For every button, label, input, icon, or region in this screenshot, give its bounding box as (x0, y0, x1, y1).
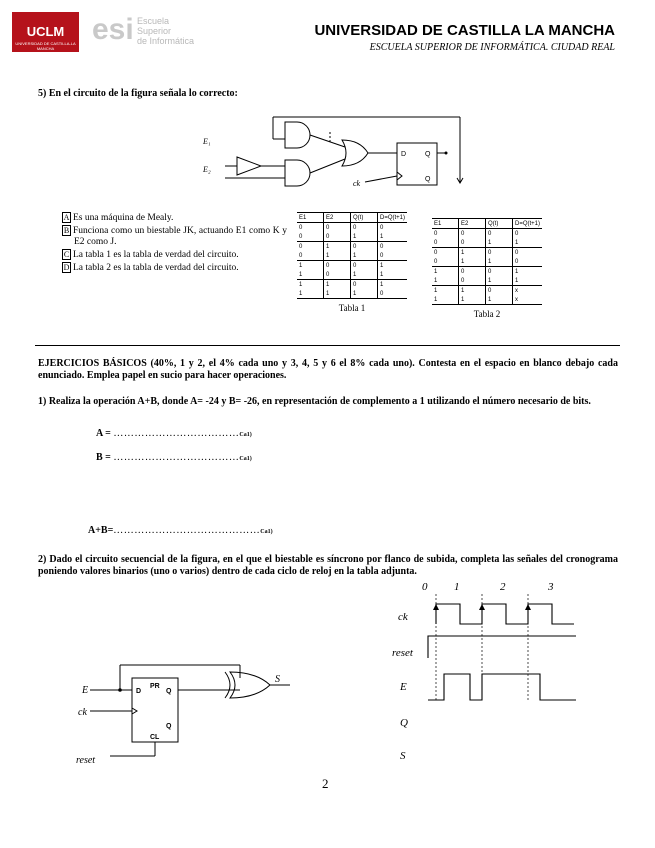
ff-cl-pin: CL (150, 734, 160, 741)
table2-cell: 0 (459, 238, 486, 248)
table2-cell: 0 (459, 276, 486, 286)
ff-q-pin: Q (166, 688, 172, 695)
table1-cell: 1 (351, 270, 378, 280)
flip-flop-box (397, 143, 437, 185)
table2-cell: 1 (459, 257, 486, 267)
table2-cell: 1 (486, 276, 513, 286)
table2-cell: 0 (486, 248, 513, 258)
table2-row (432, 267, 542, 277)
ff-d-label: D (401, 151, 407, 158)
table1-cell: 1 (297, 261, 324, 271)
table1-row (297, 242, 407, 252)
output-s-label: S (275, 674, 280, 685)
signal-reset-label: reset (392, 647, 413, 659)
table1-cell: 0 (351, 280, 378, 290)
table1-cell: 1 (324, 242, 351, 252)
table1-header-cell: E1 (297, 213, 324, 223)
table1-cell: 1 (378, 261, 408, 271)
option-a[interactable]: A Es una máquina de Mealy. (63, 213, 174, 223)
table2-header-row (432, 219, 542, 229)
table2-cell: 0 (486, 286, 513, 296)
table2-header-cell: Q(t) (486, 219, 513, 229)
table2-cell: 1 (432, 295, 459, 305)
or-gate (342, 140, 368, 166)
table1-cell: 1 (324, 289, 351, 299)
table1-cell: 0 (378, 289, 408, 299)
table2-row (432, 295, 542, 305)
table-1-caption: Tabla 1 (338, 303, 366, 313)
table2-cell: 1 (459, 295, 486, 305)
ff-qbar-label: Q (425, 176, 431, 183)
table2-cell: 0 (486, 267, 513, 277)
table1-row (297, 261, 407, 271)
table2-row (432, 238, 542, 248)
ejercicios-heading: EJERCICIOS BÁSICOS (40%, 1 y 2, el 4% cada uno y 3, 4, 5 y 6 el 8% cada uno). Contesta en el espacio en blanco debajo cada enunciado. Emplea papel en sucio para hacer operaciones. (38, 358, 618, 381)
table1-cell: 0 (351, 223, 378, 233)
label-e2: E₂ (203, 165, 211, 174)
table2-cell: 0 (486, 229, 513, 239)
table1-cell: 1 (297, 289, 324, 299)
table2-cell: 0 (434, 230, 438, 237)
table2-cell: 0 (513, 248, 543, 258)
signal-e-label: E (400, 681, 407, 693)
table2-cell: 1 (486, 238, 513, 248)
table2-header-cell: E2 (459, 219, 486, 229)
cycle-1-label: 1 (454, 581, 460, 593)
cycle-0-label: 0 (422, 581, 428, 593)
table2-cell: 1 (459, 248, 486, 258)
table1-cell: 1 (351, 251, 378, 261)
table1-cell: 1 (297, 280, 324, 290)
table1-cell: 1 (299, 271, 303, 278)
table2-cell: 1 (432, 286, 459, 296)
esi-logo-text: Escuela Superior de Informática (137, 16, 195, 46)
table1-row (297, 270, 407, 280)
input-e-label: E (82, 685, 89, 696)
table1-cell: 1 (351, 232, 378, 242)
table2-row (432, 248, 542, 258)
signal-ck-label: ck (398, 611, 408, 623)
university-title: UNIVERSIDAD DE CASTILLA LA MANCHA (314, 22, 615, 39)
q1-sum-line: A+B=……………………………………Ca1) (88, 525, 273, 536)
clock-waveform (436, 604, 574, 624)
signal-s-label: S (400, 750, 406, 762)
input-reset-label: reset (76, 755, 96, 766)
table1-cell: 1 (351, 289, 378, 299)
table2-row (432, 257, 542, 267)
q1-b-line: B = ………………………………Ca1) (96, 452, 252, 463)
table2-header-cell: D=Q(t+1) (513, 219, 543, 229)
table2-row (432, 286, 542, 296)
option-c[interactable]: C La tabla 1 es la tabla de verdad del circuito. (63, 250, 239, 260)
option-d[interactable]: D La tabla 2 es la tabla de verdad del circuito. (63, 263, 239, 273)
table2-cell: 0 (513, 257, 543, 267)
table2-cell: 0 (459, 229, 486, 239)
table1-cell: 0 (299, 252, 303, 259)
xor-gate (230, 672, 270, 698)
table2-cell: 0 (459, 267, 486, 277)
table1-cell: 1 (378, 280, 408, 290)
table2-row (432, 276, 542, 286)
table1-row (297, 232, 407, 242)
table1-cell: 1 (378, 270, 408, 280)
table2-cell: 1 (513, 267, 543, 277)
ff-qbar-pin: Q (166, 723, 172, 730)
input-clk-label: ck (78, 707, 87, 718)
table2-cell: x (513, 286, 543, 296)
table2-cell: 0 (434, 258, 438, 265)
table1-cell: 1 (324, 251, 351, 261)
and-gate-bottom (285, 160, 310, 186)
table1-cell: 0 (378, 251, 408, 261)
cycle-2-label: 2 (500, 581, 506, 593)
ff-pr-pin: PR (150, 683, 160, 690)
q5-circuit-diagram (195, 112, 475, 192)
table1-header-cell: D=Q(t+1) (378, 213, 408, 223)
table1-cell: 0 (378, 223, 408, 233)
table-2-caption: Tabla 2 (473, 309, 501, 319)
school-subtitle: ESCUELA SUPERIOR DE INFORMÁTICA. CIUDAD REAL (369, 42, 615, 53)
table2-row (432, 229, 542, 239)
table1-cell: 0 (351, 261, 378, 271)
ff-d-pin: D (136, 688, 142, 695)
signal-q-label: Q (400, 717, 408, 729)
cycle-3-label: 3 (548, 581, 554, 593)
q2-timing-diagram (390, 576, 590, 766)
table1-row (297, 223, 407, 233)
table1-row (297, 289, 407, 299)
q5-options (62, 212, 287, 274)
and-gate-top (285, 122, 310, 148)
label-clk: ck (353, 179, 361, 188)
table1-cell: 0 (297, 242, 324, 252)
table1-cell: 1 (324, 280, 351, 290)
section-divider (35, 345, 620, 346)
table2-cell: 1 (513, 276, 543, 286)
table2-cell: 0 (434, 239, 438, 246)
e-waveform (428, 674, 576, 700)
table1-cell: 0 (299, 233, 303, 240)
table1-cell: 0 (378, 242, 408, 252)
table2-cell: 0 (513, 229, 543, 239)
q2-title: 2) Dado el circuito secuencial de la figura, en el que el biestable es síncrono por flanco de subida, completa las señales del cronograma poniendo valores binarios (uno o varios) dentro de cada ciclo de reloj en la tabla adjunta. (38, 554, 618, 577)
table2-header-cell: E1 (432, 219, 459, 229)
table1-cell: 0 (324, 232, 351, 242)
page-number: 2 (322, 776, 329, 791)
table2-cell: 1 (459, 286, 486, 296)
q1-a-line: A = ………………………………Ca1) (96, 428, 252, 439)
table1-cell: 0 (351, 242, 378, 252)
table1-cell: 0 (299, 224, 303, 231)
table1-cell: 0 (324, 261, 351, 271)
table1-header-row (297, 213, 407, 223)
uclm-logo: UCLM UNIVERSIDAD DE CASTILLA-LA MANCHA (12, 12, 79, 52)
table-1 (297, 212, 407, 313)
table1-cell: 1 (378, 232, 408, 242)
table2-cell: x (513, 295, 543, 305)
table1-header-cell: Q(t) (351, 213, 378, 223)
table2-cell: 1 (432, 267, 459, 277)
table2-cell: 1 (513, 238, 543, 248)
q2-circuit-diagram (70, 660, 300, 770)
table1-row (297, 280, 407, 290)
option-b[interactable]: B Funciona como un biestable JK, actuando E1 como K y E2 como J. (63, 226, 287, 247)
table1-row (297, 251, 407, 261)
reset-waveform (428, 636, 576, 658)
label-e1: E₁ (203, 137, 211, 146)
table1-cell: 0 (324, 270, 351, 280)
table2-cell: 0 (432, 248, 459, 258)
table2-cell: 1 (486, 295, 513, 305)
table2-cell: 1 (434, 277, 438, 284)
table-2 (432, 218, 542, 319)
table1-cell: 0 (324, 223, 351, 233)
q5-title: 5) En el circuito de la figura señala lo correcto: (38, 88, 238, 99)
table1-header-cell: E2 (324, 213, 351, 223)
buffer-gate (237, 157, 261, 175)
q1-title: 1) Realiza la operación A+B, donde A= -24 y B= -26, en representación de complemento a 1 utilizando el número necesario de bits. (38, 396, 591, 407)
esi-logo: esi (92, 13, 134, 46)
table2-cell: 1 (486, 257, 513, 267)
ff-q-label: Q (425, 151, 431, 158)
